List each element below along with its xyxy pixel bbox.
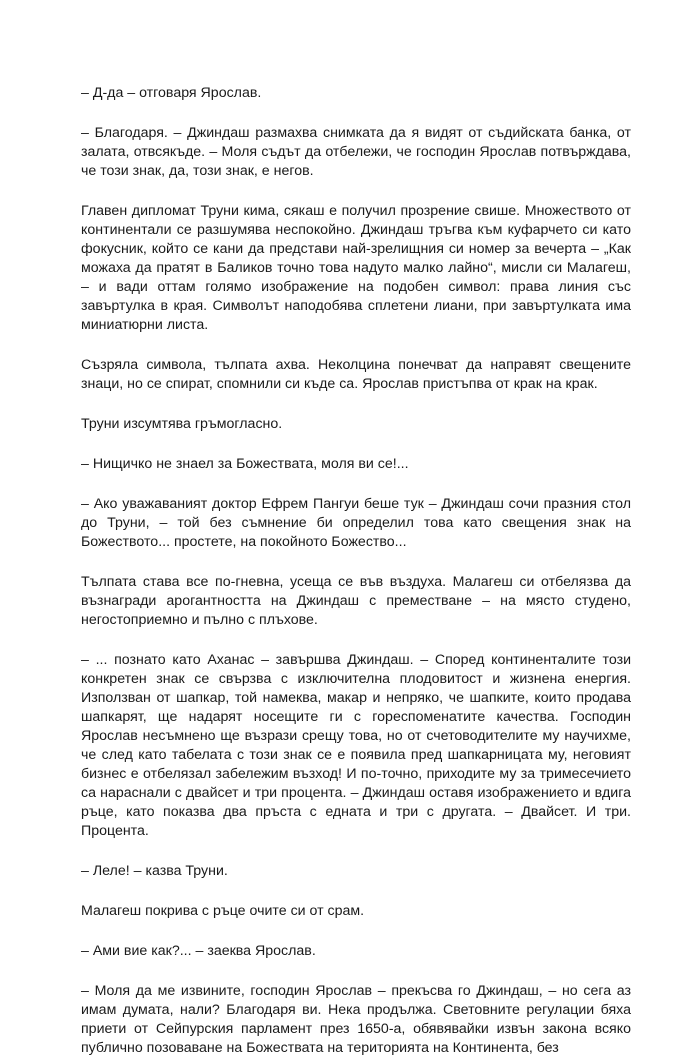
- narrative-paragraph: Тълпата става все по-гневна, усеща се във въздуха. Малагеш си отбелязва да възнагради арогантността на Джиндаш с преместване – на място студено, негостоприемно и пълно с плъхове.: [81, 574, 631, 628]
- narrative-paragraph: Съзряла символа, тълпата ахва. Неколцина понечват да направят свещените знаци, но се спират, спомнили си къде са. Ярослав пристъпва от крак на крак.: [81, 357, 631, 392]
- document-page: [81, 84, 631, 1058]
- narrative-paragraph: Труни изсумтява гръмогласно.: [81, 416, 283, 432]
- dialogue-paragraph: – Леле! – казва Труни.: [81, 863, 228, 879]
- dialogue-paragraph: – Нищичко не знаел за Божествата, моля ви се!...: [81, 456, 409, 472]
- dialogue-paragraph: – Благодаря. – Джиндаш размахва снимката да я видят от съдийската банка, от залата, отвсякъде. – Моля съдът да отбележи, че господин Ярослав потвърждава, че този знак, да, този знак, е негов.: [81, 125, 631, 179]
- dialogue-paragraph: – Ами вие как?... – заеква Ярослав.: [81, 943, 316, 959]
- dialogue-paragraph: – ... познато като Аханас – завършва Джиндаш. – Според континенталите този конкретен знак се свързва с изключителна плодовитост и жизнена енергия. Използван от шапкар, той намеква, макар и непряко, че шапките, които продава шапкарят, ще надарят носещите ги с гореспоменатите качества. Господин Ярослав несъмнено ще възрази срещу това, но от счетоводителите му научихме, че след като табелата с този знак се е появила пред шапкарницата му, неговият бизнес е отбелязал забележим възход! И по-точно, приходите му за тримесечието са нараснали с двайсет и три процента. – Джиндаш оставя изображението и вдига ръце, като показва два пръста с едната и три с другата. – Двайсет. И три. Процента.: [81, 652, 631, 839]
- dialogue-paragraph: – Моля да ме извините, господин Ярослав – прекъсва го Джиндаш, – но сега аз имам думата, нали? Благодаря ви. Нека продължа. Световните регулации бяха приети от Сейпурския парламент през 1650-а, обявявайки извън закона всяко публично позоваване на Божествата на територията на Континента, без: [81, 983, 631, 1056]
- narrative-paragraph: Малагеш покрива с ръце очите си от срам.: [81, 903, 365, 919]
- dialogue-paragraph: – Д-да – отговаря Ярослав.: [81, 85, 262, 101]
- narrative-paragraph: Главен дипломат Труни кима, сякаш е получил прозрение свише. Множеството от континентали се разшумява неспокойно. Джиндаш тръгва към куфарчето си като фокусник, който се кани да представи най-зрелищния си номер за вечерта – „Как можаха да пратят в Баликов точно това надуто малко лайно“, мисли си Малагеш, – и вади оттам голямо изображение на подобен символ: права линия със завъртулка в края. Символът наподобява сплетени лиани, при завъртулката има миниатюрни листа.: [81, 203, 631, 333]
- dialogue-paragraph: – Ако уважаваният доктор Ефрем Пангуи беше тук – Джиндаш сочи празния стол до Труни, – той без съмнение би определил това като свещения знак на Божеството... простете, на покойното Божество...: [81, 496, 631, 550]
